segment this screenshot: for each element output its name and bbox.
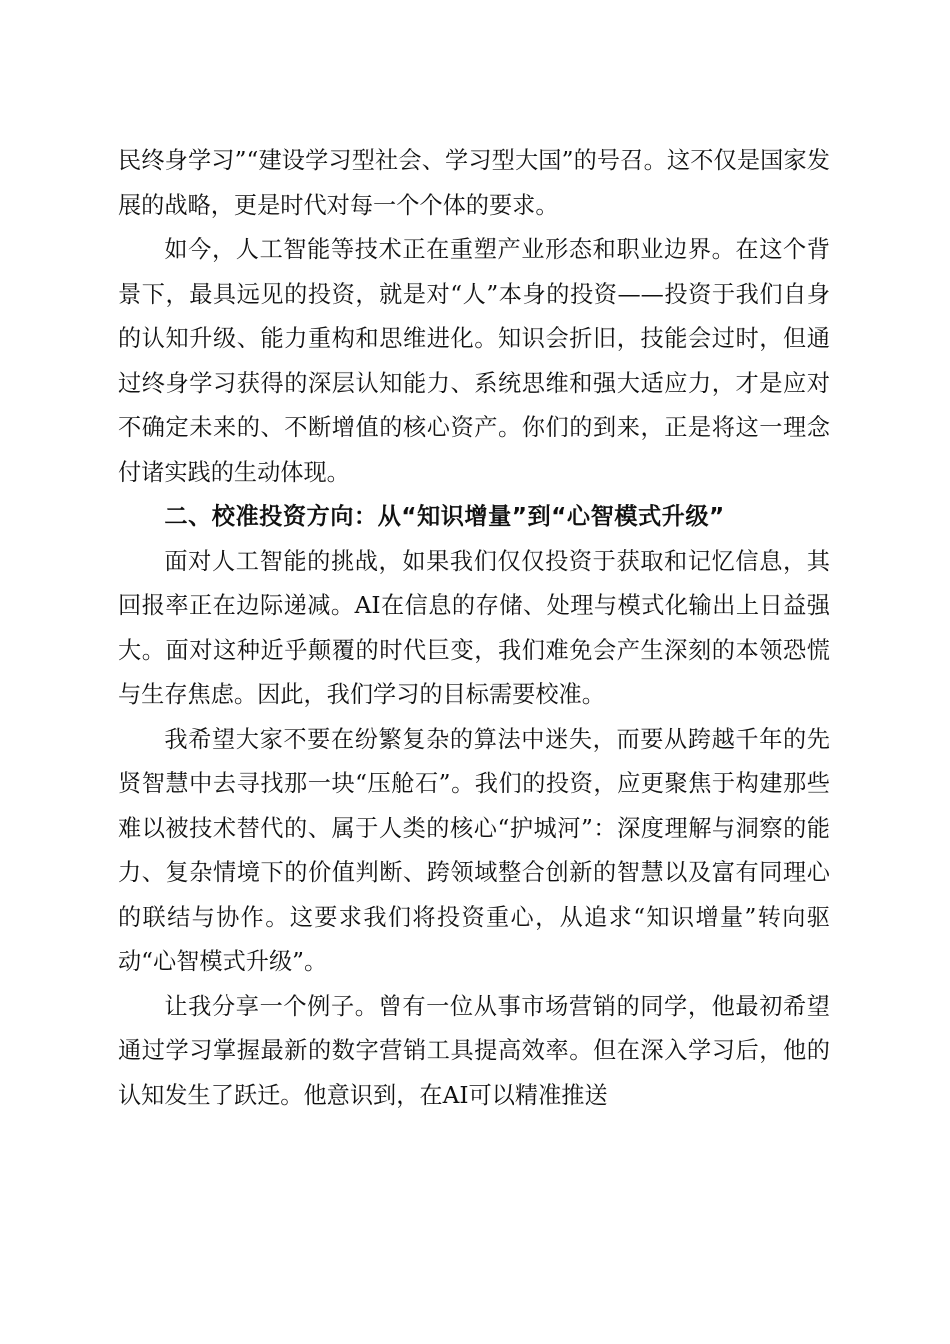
paragraph-ai-reshaping: 如今，人工智能等技术正在重塑产业形态和职业边界。在这个背景下，最具远见的投资，就是对“人”本身的投资——投资于我们自身的认知升级、能力重构和思维进化。知识会折旧，技能会过时，但通过终身学习获得的深层认知能力、系统思维和强大适应力，才是应对不确定未来的、不断增值的核心资产。你们的到来，正是将这一理念付诸实践的生动体现。 xyxy=(118,236,830,486)
paragraph-example: 让我分享一个例子。曾有一位从事市场营销的同学，他最初希望通过学习掌握最新的数字营销工具提高效率。但在深入学习后，他的认知发生了跃迁。他意识到，在AI可以精准推送 xyxy=(118,992,830,1109)
section-heading-2: 二、校准投资方向：从“知识增量”到“心智模式升级” xyxy=(164,503,725,530)
paragraph-ballast-stone: 我希望大家不要在纷繁复杂的算法中迷失，而要从跨越千年的先贤智慧中去寻找那一块“压舱石”。我们的投资，应更聚焦于构建那些难以被技术替代的、属于人类的核心“护城河”：深度理解与洞察的能力、复杂情境下的价值判断、跨领域整合创新的智慧以及富有同理心的联结与协作。这要求我们将投资重心，从追求“知识增量”转向驱动“心智模式升级”。 xyxy=(118,725,830,975)
paragraph-continuation: 民终身学习”“建设学习型社会、学习型大国”的号召。这不仅是国家发展的战略，更是时代对每一个个体的要求。 xyxy=(118,147,830,219)
paragraph-ai-challenge: 面对人工智能的挑战，如果我们仅仅投资于获取和记忆信息，其回报率正在边际递减。AI在信息的存储、处理与模式化输出上日益强大。面对这种近乎颠覆的时代巨变，我们难免会产生深刻的本领恐慌与生存焦虑。因此，我们学习的目标需要校准。 xyxy=(118,547,830,708)
document-body xyxy=(118,139,830,1118)
